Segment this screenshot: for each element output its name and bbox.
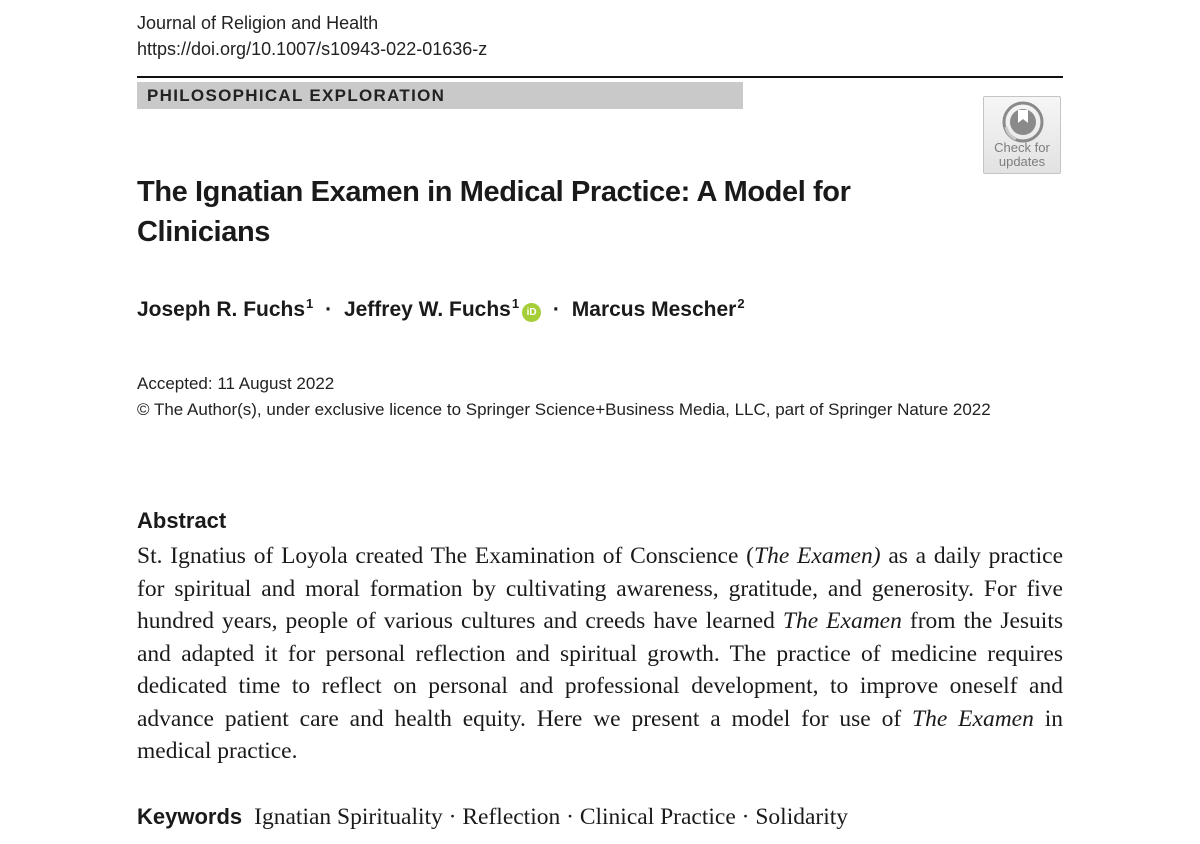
- keywords-label: Keywords: [137, 804, 243, 829]
- keyword-separator: ·: [735, 804, 756, 830]
- author-affiliation: 1: [306, 296, 314, 311]
- accepted-date: Accepted: 11 August 2022: [137, 374, 335, 393]
- article-type-label: PHILOSOPHICAL EXPLORATION: [147, 86, 446, 105]
- check-updates-line1: Check for: [994, 140, 1050, 155]
- article-type-bar: [137, 82, 743, 109]
- keyword-item[interactable]: Solidarity: [755, 804, 849, 830]
- keyword-item[interactable]: Ignatian Spirituality: [254, 804, 443, 830]
- abstract-text: [137, 540, 1063, 768]
- keyword-separator: ·: [442, 804, 463, 830]
- check-for-updates-icon: [1002, 101, 1044, 143]
- abstract-italic-segment: The Examen: [912, 705, 1034, 732]
- abstract-heading: Abstract: [137, 508, 227, 533]
- abstract-italic-segment: The Examen): [754, 543, 881, 569]
- author-list: [137, 296, 745, 322]
- author-name[interactable]: Joseph R. Fuchs: [137, 298, 306, 321]
- abstract-segment: in medical practice.: [137, 705, 1064, 764]
- author-name[interactable]: Marcus Mescher: [571, 298, 737, 321]
- author-separator: ·: [552, 298, 560, 321]
- check-for-updates-badge[interactable]: [983, 96, 1061, 174]
- author-separator: ·: [325, 298, 333, 321]
- abstract-segment: St. Ignatius of Loyola created The Examination of Conscience (: [137, 543, 755, 569]
- author-name[interactable]: Jeffrey W. Fuchs: [343, 298, 511, 321]
- abstract-italic-segment: The Examen: [782, 608, 902, 634]
- author-affiliation: 2: [737, 296, 745, 311]
- author-affiliation: 1: [511, 296, 520, 311]
- keywords-section: [137, 804, 848, 831]
- copyright-notice: © The Author(s), under exclusive licence to Springer Science+Business Media, LLC, part of Springer Nature 2022: [137, 400, 991, 419]
- abstract-segment: from the Jesuits and adapted it for personal reflection and spiritual growth. The practice of medicine requires dedicated time to reflect on personal and professional development, to improve oneself and advance patient care and health equity. Here we present a model for use of: [137, 608, 1063, 732]
- keywords-list: [254, 804, 848, 830]
- article-title: The Ignatian Examen in Medical Practice: A Model for Clinicians: [137, 176, 851, 248]
- doi-link[interactable]: https://doi.org/10.1007/s10943-022-01636-z: [137, 39, 488, 59]
- orcid-icon[interactable]: iD: [522, 303, 541, 322]
- check-updates-line2: updates: [998, 154, 1046, 169]
- keyword-item[interactable]: Reflection: [462, 804, 561, 830]
- journal-name: Journal of Religion and Health: [137, 13, 379, 33]
- keyword-item[interactable]: Clinical Practice: [579, 804, 736, 830]
- abstract-segment: as a daily practice for spiritual and moral formation by cultivating awareness, gratitude, and generosity. For five hundred years, people of various cultures and creeds have learned: [137, 543, 1063, 634]
- header-rule: [137, 76, 1063, 78]
- keyword-separator: ·: [560, 804, 580, 830]
